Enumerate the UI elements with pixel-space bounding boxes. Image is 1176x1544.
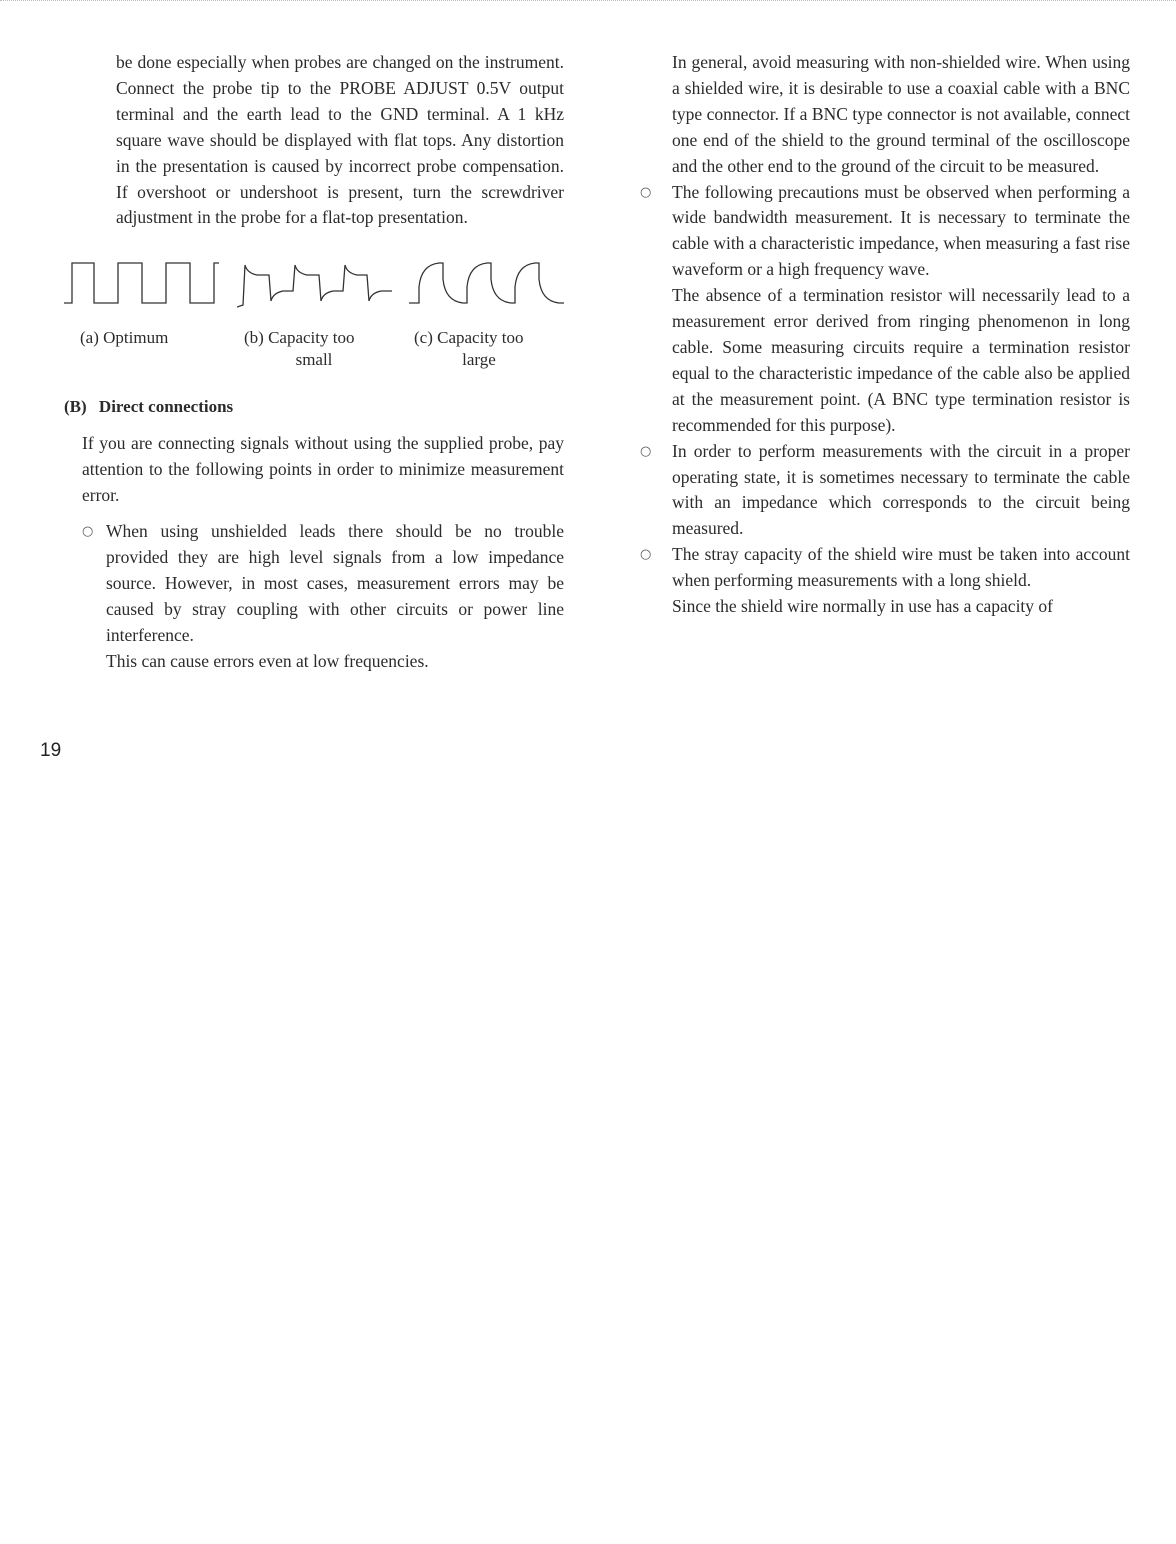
- list-item-text: In order to perform measurements with the circuit in a proper operating state, it is sometimes necessary to terminate the cable with an impedance which corresponds to the circuit being measured.: [672, 440, 1130, 539]
- list-item-text: When using unshielded leads there should be no trouble provided they are high level signals from a low impedance source. However, in most cases, measurement errors may be caused by stray coupling with other circuits or power line interference.: [106, 521, 564, 645]
- heading-marker: (B): [64, 397, 87, 417]
- list-item: [640, 439, 1130, 543]
- list-item-text: The following precautions must be observed when performing a wide bandwidth measurement. It is necessary to terminate the cable with a characteristic impedance, when measuring a fast rise waveform or a high frequency wave.: [672, 181, 1130, 280]
- section-heading: [64, 397, 564, 417]
- waveform-figure: [64, 251, 564, 315]
- caption-a-label: (a) Optimum: [80, 328, 169, 348]
- list-item-text: The stray capacity of the shield wire must be taken into account when performing measurements with a long shield.: [672, 544, 1130, 591]
- bullet-icon: ○: [640, 443, 652, 459]
- waveform-optimum: [64, 251, 219, 315]
- direct-connections-intro: If you are connecting signals without using the supplied probe, pay attention to the following points in order to minimize measurement error.: [82, 433, 564, 506]
- list-item-continuation: The absence of a termination resistor will necessarily lead to a measurement error derived from ringing phenomenon in long cable. Some measuring circuits require a termination resistor equal to the characteristic impedance of the cable also be applied at the measurement point. (A BNC type termination resistor is recommended for this purpose).: [672, 285, 1130, 435]
- left-column: [64, 50, 564, 675]
- list-item: [640, 542, 1130, 594]
- probe-adjust-paragraph: be done especially when probes are changed on the instrument. Connect the probe tip to the PROBE ADJUST 0.5V output terminal and the earth lead to the GND terminal. A 1 kHz square wave should be displayed with flat tops. Any distortion in the presentation is caused by incorrect probe compensation. If overshoot or undershoot is present, turn the screwdriver adjustment in the probe for a flat-top presentation.: [116, 52, 564, 228]
- bullet-icon: ○: [640, 547, 652, 563]
- caption-b-label: (b) Capacity too: [244, 328, 355, 348]
- bullet-icon: ○: [82, 524, 94, 540]
- list-item: [640, 180, 1130, 284]
- shielded-wire-paragraph: In general, avoid measuring with non-shielded wire. When using a shielded wire, it is desirable to use a coaxial cable with a BNC type connector. If a BNC type connector is not available, connect one end of the shield to the ground terminal of the oscilloscope and the other end to the ground of the circuit to be measured.: [672, 52, 1130, 176]
- list-item-continuation: Since the shield wire normally in use has a capacity of: [672, 596, 1053, 617]
- waveform-capacity-too-small: [237, 251, 392, 315]
- list-item-continuation: This can cause errors even at low frequencies.: [106, 650, 429, 671]
- bullet-icon: ○: [640, 184, 652, 200]
- waveform-capacity-too-large: [409, 251, 564, 315]
- heading-text: Direct connections: [98, 397, 234, 417]
- page-number: 19: [40, 740, 62, 761]
- caption-too-large: [384, 327, 544, 371]
- right-column: [640, 50, 1130, 620]
- probe-adjust-paragraph-block: [64, 50, 564, 231]
- caption-b-label-line2: small: [295, 350, 333, 370]
- list-item: [64, 519, 564, 649]
- caption-c-label-line2: large: [462, 350, 496, 370]
- caption-optimum: [64, 327, 224, 371]
- caption-too-small: [224, 327, 384, 371]
- top-edge-line: [0, 0, 1176, 3]
- caption-c-label: (c) Capacity too: [414, 328, 524, 348]
- waveform-captions: [64, 327, 564, 371]
